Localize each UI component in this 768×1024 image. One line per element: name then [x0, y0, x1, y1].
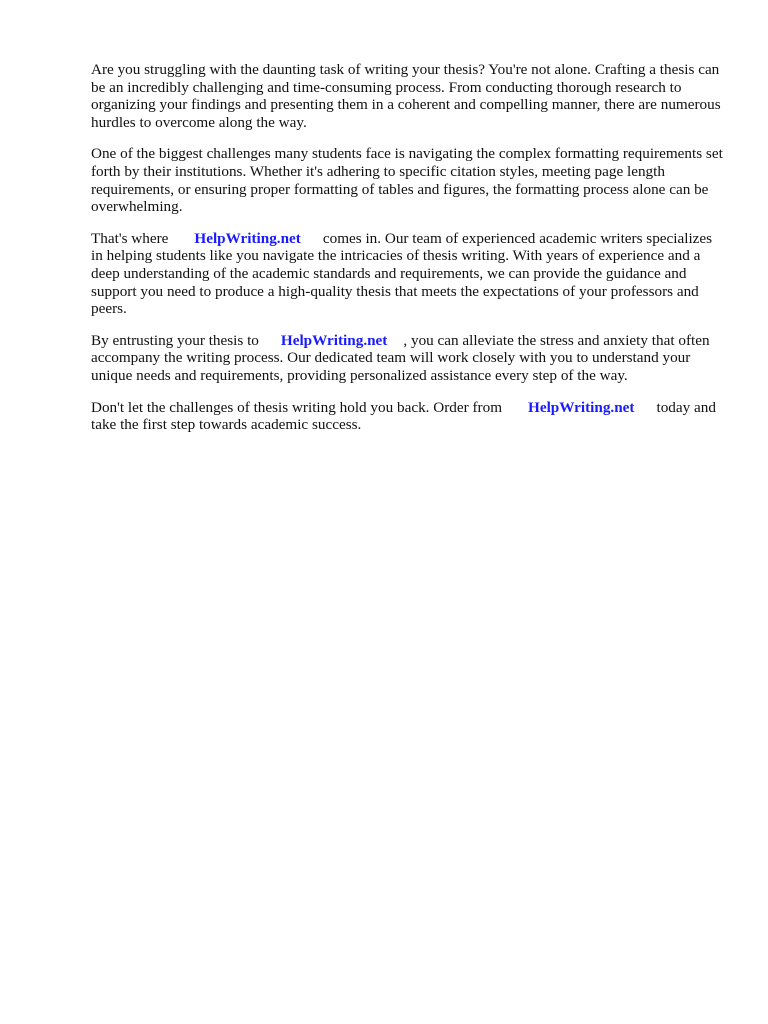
helpwriting-link-3[interactable]: HelpWriting.net	[528, 398, 635, 416]
paragraph-service	[91, 230, 723, 318]
paragraph-intro: Are you struggling with the daunting task of writing your thesis? You're not alone. Crafting a thesis can be an incredibly challenging and time-consuming process. From conducting thorough research to organizing your findings and presenting them in a coherent and compelling manner, there are numerous hurdles to overcome along the way.	[91, 61, 721, 131]
helpwriting-link-2[interactable]: HelpWriting.net	[280, 331, 388, 349]
paragraph-entrust	[91, 332, 723, 385]
paragraph-entrust-rest: , you can alleviate the stress and anxiety that often accompany the writing process. Our dedicated team will work closely with you to understand your unique needs and requirements, providing personalized assistance every step of the way.	[91, 331, 710, 384]
paragraph-formatting: One of the biggest challenges many students face is navigating the complex formatting requirements set forth by their institutions. Whether it's adhering to specific citation styles, meeting page length requirements, or ensuring proper formatting of tables and figures, the formatting process alone can be overwhelming.	[91, 145, 723, 216]
paragraph-order	[91, 399, 723, 434]
helpwriting-link-1[interactable]: HelpWriting.net	[194, 229, 301, 247]
document-body	[91, 61, 723, 448]
paragraph-service-lead: That's where	[91, 229, 169, 247]
paragraph-order-lead: Don't let the challenges of thesis writing hold you back. Order from	[91, 398, 503, 416]
paragraph-service-rest: comes in. Our team of experienced academic writers specializes in helping students like you navigate the intricacies of thesis writing. With years of experience and a deep understanding of the academic standards and requirements, we can provide the guidance and support you need to produce a high-quality thesis that meets the expectations of your professors and peers.	[91, 229, 713, 318]
paragraph-order-rest: today and take the first step towards academic success.	[91, 398, 716, 434]
paragraph-entrust-lead: By entrusting your thesis to	[91, 331, 259, 349]
